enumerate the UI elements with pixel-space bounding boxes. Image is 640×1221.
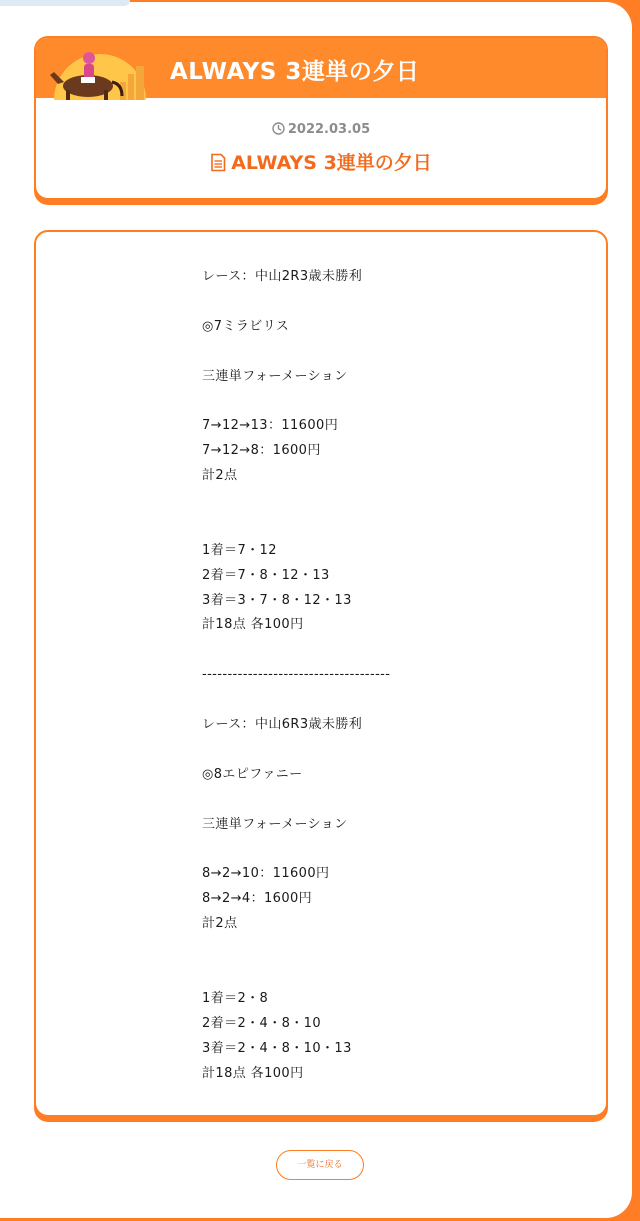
post-date-row	[36, 122, 606, 137]
content-line: 8→2→4：1600円	[202, 891, 313, 907]
blank-line	[202, 638, 542, 663]
content-line: 計18点 各100円	[202, 617, 304, 633]
content-line: レース：中山6R3歳未勝利	[202, 717, 363, 733]
content-line: 8→2→10：11600円	[202, 866, 330, 882]
content-line: 計18点 各100円	[202, 1065, 304, 1081]
content-line: 1着＝7・12	[202, 542, 277, 558]
post-content-card	[34, 230, 608, 1117]
blank-line	[202, 290, 542, 315]
blank-line	[202, 738, 542, 763]
blank-line	[202, 937, 542, 962]
content-line: 7→12→8：1600円	[202, 443, 321, 459]
blank-line	[202, 514, 542, 539]
content-line: 2着＝2・4・8・10	[202, 1015, 322, 1031]
content-line: レース：中山2R3歳未勝利	[202, 269, 363, 284]
content-line: 2着＝7・8・12・13	[202, 567, 330, 583]
back-to-list-button[interactable]: 一覧に戻る	[276, 1150, 364, 1180]
content-line: 1着＝2・8	[202, 990, 269, 1006]
content-line: 3着＝3・7・8・12・13	[202, 592, 352, 608]
post-date: 2022.03.05	[287, 122, 371, 137]
blank-line	[202, 962, 542, 987]
content-line: -------------------------------------	[202, 667, 391, 683]
content-line: 3着＝2・4・8・10・13	[202, 1040, 352, 1056]
content-line: 7→12→13：11600円	[202, 418, 339, 434]
post-title: ALWAYS 3連単の夕日	[231, 152, 432, 174]
jockey-illustration	[48, 44, 152, 100]
blank-line	[202, 837, 542, 862]
post-title-row	[36, 148, 606, 175]
document-icon	[210, 153, 226, 172]
blank-line	[202, 489, 542, 514]
post-header-card	[34, 36, 608, 200]
header-title: ALWAYS 3連単の夕日	[170, 59, 420, 85]
blank-line	[202, 788, 542, 813]
content-line: 三連単フォーメーション	[202, 368, 348, 384]
header-banner	[36, 38, 606, 98]
content-line: ◎7ミラビリス	[202, 318, 290, 334]
content-line: 三連単フォーメーション	[202, 816, 348, 832]
clock-icon	[272, 122, 285, 135]
top-decoration	[0, 0, 130, 6]
post-content	[202, 265, 542, 1086]
content-line: 計2点	[202, 916, 238, 932]
blank-line	[202, 688, 542, 713]
blank-line	[202, 389, 542, 414]
content-line: ◎8エピファニー	[202, 766, 303, 782]
blank-line	[202, 340, 542, 365]
content-line: 計2点	[202, 468, 238, 484]
